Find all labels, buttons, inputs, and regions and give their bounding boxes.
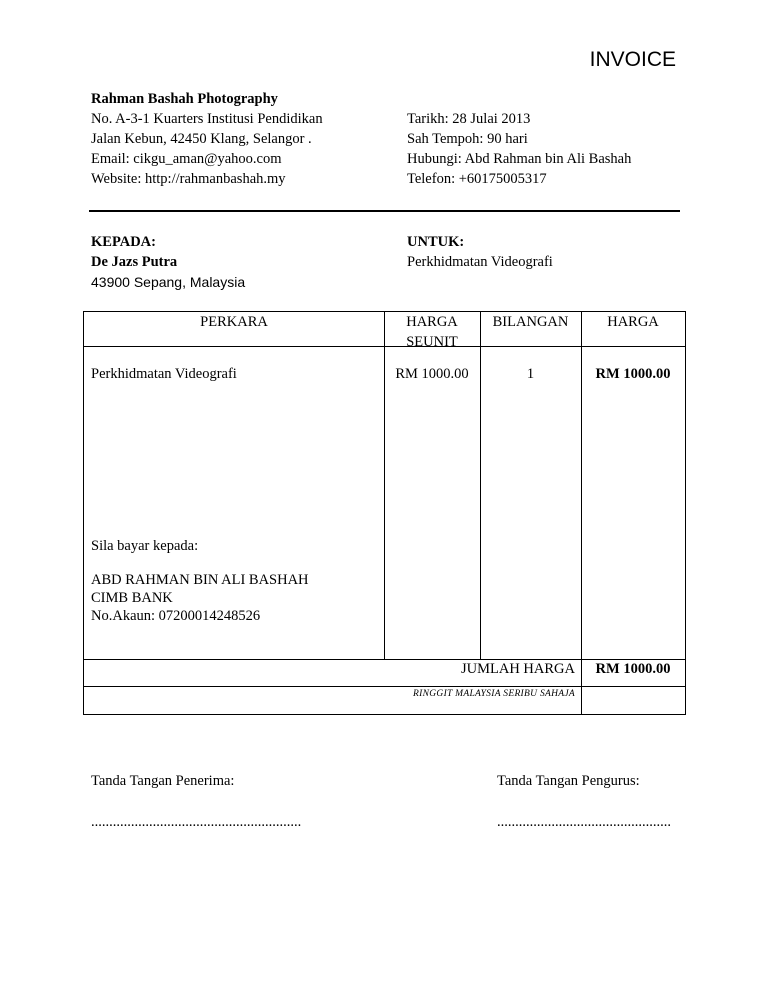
recipient-address: 43900 Sepang, Malaysia (91, 274, 246, 290)
invoice-table (83, 311, 686, 715)
header-unit-price (384, 312, 480, 352)
payment-details (91, 571, 309, 625)
sender-address-line-1: No. A-3-1 Kuarters Institusi Pendidikan (91, 111, 323, 127)
table-total-divider (84, 686, 685, 687)
header-unit-price-line-2: SEUNIT (406, 334, 458, 350)
payment-heading: Sila bayar kepada: (91, 538, 199, 554)
sender-address-line-2: Jalan Kebun, 42450 Klang, Selangor . (91, 131, 312, 147)
payment-account-number: No.Akaun: 07200014248526 (91, 608, 261, 624)
row-quantity: 1 (526, 366, 535, 382)
row-price: RM 1000.00 (595, 366, 671, 382)
recipient-block (91, 232, 245, 292)
invoice-validity: Sah Tempoh: 90 hari (407, 131, 528, 147)
header-price: HARGA (607, 314, 659, 330)
sender-email: Email: cikgu_aman@yahoo.com (91, 151, 282, 167)
purpose-heading: UNTUK: (407, 234, 465, 250)
header-unit-price-line-1: HARGA (406, 314, 458, 330)
purpose-block (407, 232, 553, 272)
invoice-date: Tarikh: 28 Julai 2013 (407, 111, 531, 127)
invoice-phone: Telefon: +60175005317 (407, 171, 547, 187)
sender-name: Rahman Bashah Photography (91, 91, 278, 107)
header-quantity: BILANGAN (492, 314, 569, 330)
receiver-signature-label: Tanda Tangan Penerima: (91, 773, 235, 789)
row-item: Perkhidmatan Videografi (91, 366, 237, 382)
sender-block (91, 89, 323, 189)
purpose-description: Perkhidmatan Videografi (407, 254, 553, 270)
invoice-meta-block (407, 109, 631, 189)
manager-signature-label: Tanda Tangan Pengurus: (497, 773, 640, 789)
total-label: JUMLAH HARGA (461, 661, 575, 677)
manager-signature-line: ................................................ (497, 814, 671, 830)
header-item: PERKARA (200, 314, 268, 330)
invoice-title: INVOICE (589, 48, 676, 71)
recipient-heading: KEPADA: (91, 234, 156, 250)
payment-account-name: ABD RAHMAN BIN ALI BASHAH (91, 572, 309, 588)
sender-website: Website: http://rahmanbashah.my (91, 171, 286, 187)
receiver-signature-line: .......................................................... (91, 814, 302, 830)
total-value: RM 1000.00 (595, 661, 671, 677)
row-unit-price: RM 1000.00 (395, 366, 469, 382)
recipient-name: De Jazs Putra (91, 254, 178, 270)
table-col-divider-2-body (480, 346, 481, 659)
header-divider (89, 210, 680, 212)
invoice-contact: Hubungi: Abd Rahman bin Ali Bashah (407, 151, 632, 167)
payment-bank: CIMB BANK (91, 590, 173, 606)
amount-in-words: RINGGIT MALAYSIA SERIBU SAHAJA (413, 689, 575, 699)
